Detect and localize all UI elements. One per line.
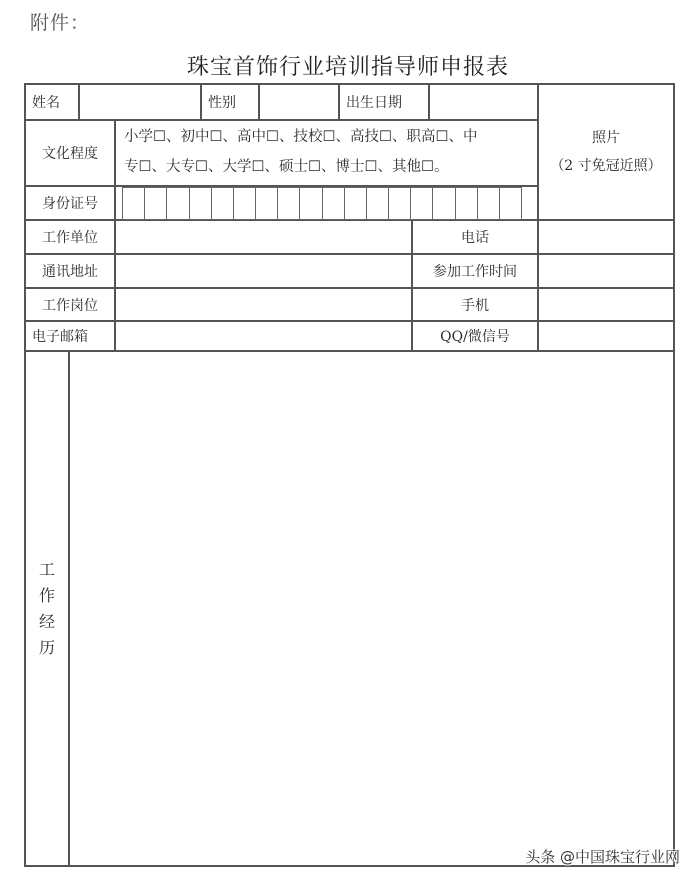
id-digit-box[interactable] (190, 187, 212, 220)
id-digit-box[interactable] (212, 187, 234, 220)
work-start-date-label: 参加工作时间 (433, 264, 517, 280)
birthdate-label: 出生日期 (346, 95, 402, 111)
phone-label: 电话 (461, 230, 489, 246)
id-digit-box[interactable] (478, 187, 500, 220)
address-label: 通讯地址 (42, 264, 98, 280)
id-digit-box[interactable] (167, 187, 189, 220)
id-digit-box[interactable] (300, 187, 322, 220)
photo-area[interactable] (539, 85, 673, 219)
mobile-label: 手机 (461, 297, 489, 314)
id-digit-box[interactable] (256, 187, 278, 220)
position-label: 工作岗位 (42, 297, 98, 314)
form-title: 珠宝首饰行业培训指导师申报表 (186, 55, 509, 80)
gender-label: 性别 (208, 95, 236, 111)
qq-wechat-field[interactable] (539, 322, 673, 350)
id-digit-box[interactable] (433, 187, 455, 220)
work-start-date-field[interactable] (539, 255, 673, 287)
id-digit-box[interactable] (389, 187, 411, 220)
work-history-field[interactable] (70, 352, 673, 865)
id-digit-box[interactable] (456, 187, 478, 220)
id-digit-box[interactable] (411, 187, 433, 220)
table-border-right (673, 83, 675, 866)
education-options-line2: 专☐、大专☐、大学☐、硕士☐、博士☐、其他☐。 (124, 159, 449, 175)
id-digit-box[interactable] (122, 187, 145, 220)
id-number-boxes[interactable] (122, 187, 522, 218)
attachment-label: 附件： (30, 12, 91, 34)
photo-label: 照片 (592, 130, 620, 146)
email-field[interactable] (116, 322, 411, 350)
education-options[interactable] (116, 122, 537, 185)
birthdate-field[interactable] (430, 85, 537, 119)
id-number-label: 身份证号 (42, 196, 98, 212)
gender-field[interactable] (260, 85, 338, 119)
address-field[interactable] (116, 255, 411, 287)
photo-note: （2 寸免冠近照） (550, 158, 662, 174)
mobile-field[interactable] (539, 289, 673, 320)
watermark: 头条 @中国珠宝行业网 (525, 848, 680, 866)
work-history-label: 工 作 经 历 (38, 559, 55, 657)
education-options-line1: 小学☐、初中☐、高中☐、技校☐、高技☐、职高☐、中 (124, 129, 478, 145)
education-label: 文化程度 (42, 146, 98, 162)
id-digit-box[interactable] (500, 187, 522, 220)
employer-label: 工作单位 (42, 230, 98, 246)
id-digit-box[interactable] (234, 187, 256, 220)
id-digit-box[interactable] (323, 187, 345, 220)
name-label: 姓名 (32, 95, 60, 111)
name-field[interactable] (80, 85, 200, 119)
position-field[interactable] (116, 289, 411, 320)
id-digit-box[interactable] (278, 187, 300, 220)
employer-field[interactable] (116, 221, 411, 253)
id-digit-box[interactable] (367, 187, 389, 220)
qq-wechat-label: QQ/微信号 (440, 329, 510, 345)
phone-field[interactable] (539, 221, 673, 253)
id-digit-box[interactable] (145, 187, 167, 220)
email-label: 电子邮箱 (32, 329, 88, 345)
id-digit-box[interactable] (345, 187, 367, 220)
